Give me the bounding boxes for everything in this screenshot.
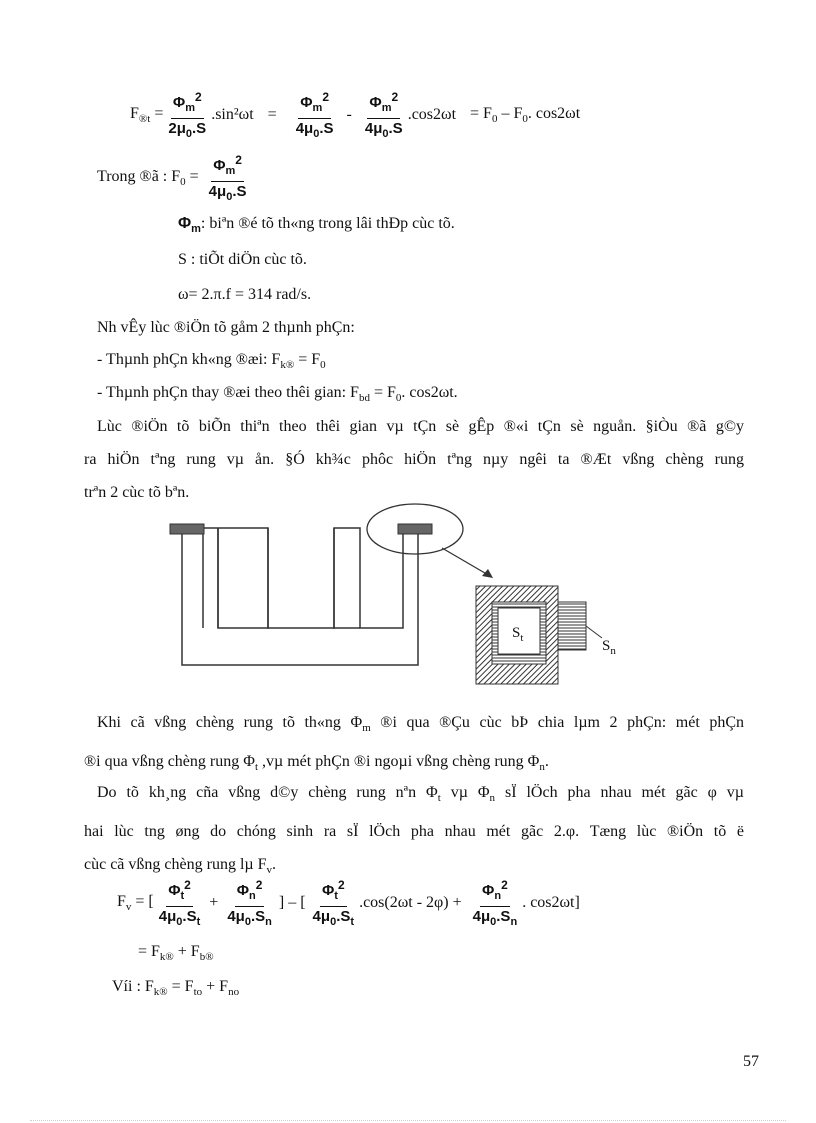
eq2-fraction-2: $\frac{\Phi_n^2}{4\mu_0.S_n}$ <box>225 875 274 932</box>
bottom-divider <box>30 1120 786 1121</box>
label-sn: $S_n$ <box>602 638 616 657</box>
para1-line-1: Lùc ®iÖn tõ biÕn thiªn theo thêi gian vµ tÇn sè gÊp ®«i tÇn sè nguån. §iÒu ®ã g©y <box>97 418 744 435</box>
eq1-lhs: $F_{®t}$ = <box>130 104 164 126</box>
component-variable: - Thµnh phÇn thay ®æi theo thêi gian: $F_{bd} = F_0$. cos2ωt. <box>97 384 458 405</box>
para1-line-2: ra hiÖn tªng rung vµ ån. §Ó kh¾c phôc hiÖn tªng nµy ngêi ta ®Æt vßng chèng rung <box>84 451 744 468</box>
para3-line-1: Do tõ kh¸ng cña vßng d©y chèng rung nªn $\Phi_t$ vµ $\Phi_n$ sÏ lÖch pha nhau mét gãc φ vµ <box>97 784 744 805</box>
equation-constant-part: Víi : $F_{k®} = F_{to} + F_{no}$ <box>112 978 240 999</box>
equation-total-force <box>117 877 580 929</box>
eq1-equals: = <box>267 106 277 123</box>
paragraph-phase-shift <box>84 776 744 887</box>
eq2-fraction-1: $\frac{\Phi_t^2}{4\mu_0.S_t}$ <box>157 875 203 932</box>
eq2-plus: + <box>209 894 219 911</box>
eq2-cos-phase: .cos(2ωt - 2φ) + <box>359 894 462 911</box>
para3-line-2: hai lùc tng øng do chóng sinh ra sÏ lÖch pha nhau mét gãc 2.φ. Tæng lùc ®iÖn tõ ë <box>84 823 744 841</box>
eq1-sin-term: .sin²ωt <box>211 106 254 123</box>
nhu-vay-line: Nh vÊy lùc ®iÖn tõ gåm 2 thµnh phÇn: <box>97 319 355 336</box>
def-phi-m: $\Phi_m$: biªn ®é tõ th«ng trong lâi thÐp cùc tõ. <box>178 215 455 236</box>
para1-line-3: trªn 2 cùc tõ bªn. <box>84 484 190 501</box>
equation-sum: = $F_{k®} + F_{b®}$ <box>138 943 214 964</box>
eq2-fraction-4: $\frac{\Phi_n^2}{4\mu_0.S_n}$ <box>471 875 520 932</box>
pole-ring-left <box>170 524 204 534</box>
f0-label: Trong ®ã : $F_0$ = <box>97 167 199 189</box>
eq1-cos-term: .cos2ωt <box>407 106 457 123</box>
magnetic-core-figure <box>160 498 610 698</box>
eq1-fraction-3: $\frac{\Phi_m^2}{4\mu_0.S}$ <box>363 87 405 144</box>
definition-f0 <box>97 153 252 203</box>
eq2-middle: ] – [ <box>278 894 306 911</box>
pointer-arrow <box>442 548 490 576</box>
eq1-rhs: = $F_0 - F_0$. cos2ωt <box>470 104 581 126</box>
f0-fraction: $\frac{\Phi_m^2}{4\mu_0.S}$ <box>207 150 249 207</box>
eq1-minus: - <box>346 106 352 123</box>
component-constant: - Thµnh phÇn kh«ng ®æi: $F_{k®} = F_0$ <box>97 351 326 372</box>
equation-force-time <box>130 90 580 140</box>
paragraph-shading-ring <box>84 706 744 784</box>
label-st: $S_t$ <box>512 625 524 644</box>
para2-line-2: ®i qua vßng chèng rung $\Phi_t$ ,vµ mét phÇn ®i ngoµi vßng chèng rung $\Phi_n$. <box>84 753 549 774</box>
def-omega: ω= 2.π.f = 314 rad/s. <box>178 286 312 303</box>
paragraph-vibration <box>84 410 744 509</box>
eq2-cos: . cos2ωt] <box>522 894 580 911</box>
para2-line-1: Khi cã vßng chèng rung tõ th«ng $\Phi_m$ ®i qua ®Çu cùc bÞ chia lµm 2 phÇn: mét phÇn <box>97 714 744 735</box>
para3-line-3: cùc cã vßng chèng rung lµ $F_v$. <box>84 856 276 877</box>
def-s: S : tiÕt diÖn cùc tõ. <box>178 251 307 268</box>
eq2-lhs: $F_v$ = [ <box>117 892 154 914</box>
page-number: 57 <box>743 1053 759 1070</box>
eq1-fraction-2: $\frac{\Phi_m^2}{4\mu_0.S}$ <box>294 87 336 144</box>
eq2-fraction-3: $\frac{\Phi_t^2}{4\mu_0.S_t}$ <box>311 875 357 932</box>
eq1-fraction-1: $\frac{\Phi_m^2}{2\mu_0.S}$ <box>166 87 208 144</box>
pole-ring-right <box>398 524 432 534</box>
